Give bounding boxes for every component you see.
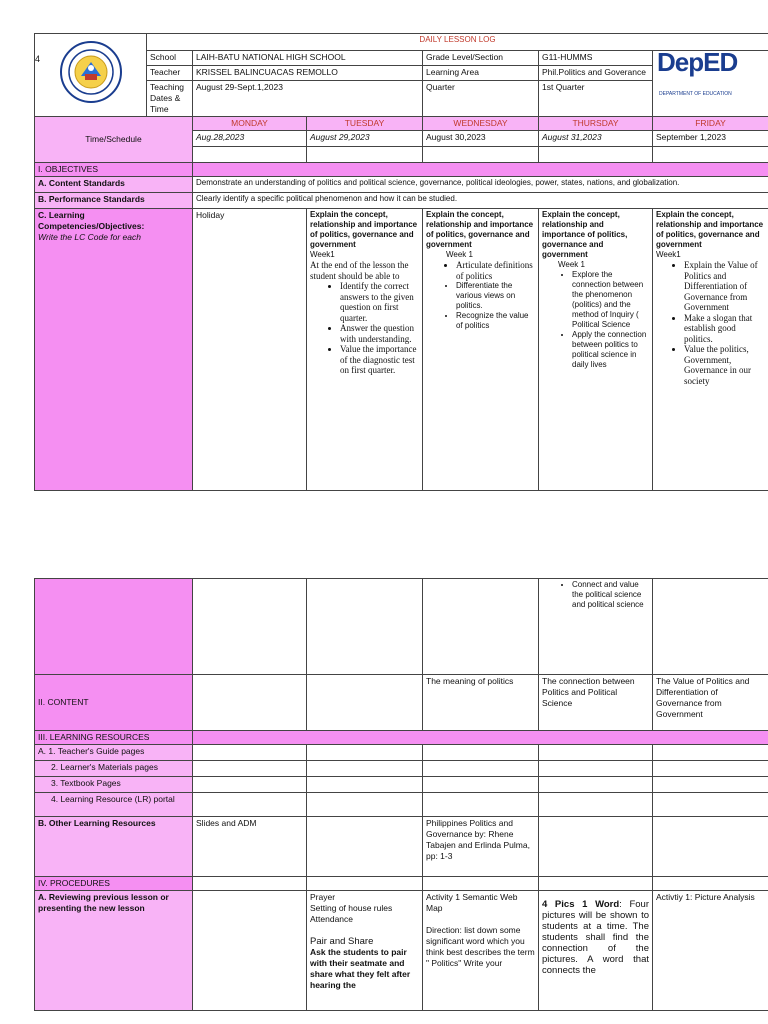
blank-cell <box>539 793 653 817</box>
wed-line: Direction: list down some significant word which you think best describes the term " Politics" Write your <box>426 925 535 968</box>
lc-head: Explain the concept, relationship and importance of politics, governance and government <box>542 210 628 259</box>
blank-cell <box>193 877 307 891</box>
date-friday: September 1,2023 <box>653 131 768 147</box>
deped-subtitle: DEPARTMENT OF EDUCATION <box>659 91 732 97</box>
list-item: • Differentiate the various views on politics. <box>456 281 535 311</box>
procedures-label: IV. PROCEDURES <box>35 877 193 891</box>
lc-head: Explain the concept, relationship and importance of politics, governance and government <box>656 210 764 249</box>
blank-cell <box>193 745 307 761</box>
blank-cell <box>653 579 768 675</box>
tue-line: Setting of house rules <box>310 903 393 913</box>
day-tuesday: TUESDAY <box>307 117 423 131</box>
page-gap <box>0 505 768 578</box>
list-item: • Make a slogan that establish good politics. <box>684 313 765 345</box>
lc-head: Explain the concept, relationship and importance of politics, governance and government <box>310 210 418 249</box>
list-item: • Answer the question with understanding. <box>340 323 419 344</box>
date-monday: Aug.28,2023 <box>193 131 307 147</box>
blank-cell <box>423 761 539 777</box>
tue-line: Attendance <box>310 914 354 924</box>
blank-cell <box>193 761 307 777</box>
blank-cell <box>307 817 423 877</box>
procedure-a-tuesday <box>307 891 423 1011</box>
blank-cell <box>423 745 539 761</box>
blank-cell <box>423 793 539 817</box>
schedule-label: Time/Schedule <box>35 117 193 163</box>
lc-thursday-cont <box>539 579 653 675</box>
week-label: Week 1 <box>446 250 473 259</box>
other-resources-tuesday: Slides and ADM <box>193 817 307 877</box>
blank-cell <box>539 147 653 163</box>
content-standards-label: A. Content Standards <box>35 177 193 193</box>
lc-thursday <box>539 209 653 491</box>
school-value: LAIH-BATU NATIONAL HIGH SCHOOL <box>193 51 423 66</box>
blank-cell <box>539 745 653 761</box>
blank-cell <box>653 877 768 891</box>
day-friday: FRIDAY <box>653 117 768 131</box>
tue-line: Pair and Share <box>310 936 374 947</box>
content-thursday: The connection between Politics and Political Science <box>539 675 653 731</box>
lc-monday: Holiday <box>193 209 307 491</box>
school-label: School <box>147 51 193 66</box>
content-standards-value: Demonstrate an understanding of politics and political science, governance, political ideologies, power, states, nations, and globalization. <box>193 177 768 193</box>
blank-cell <box>653 745 768 761</box>
list-item: • Explore the connection between the phenomenon (politics) and the method of Inquiry ( Political Science <box>572 270 649 330</box>
day-thursday: THURSDAY <box>539 117 653 131</box>
list-item: • Articulate definitions of politics <box>456 260 535 281</box>
blank-cell <box>539 777 653 793</box>
quarter-value: 1st Quarter <box>539 81 653 117</box>
blank-cell <box>423 777 539 793</box>
blank-cell <box>307 579 423 675</box>
date-thursday: August 31,2023 <box>539 131 653 147</box>
deped-logo <box>657 50 738 77</box>
list-item: • Apply the connection between politics to political science in daily lives <box>572 330 649 370</box>
area-label: Learning Area <box>423 66 539 81</box>
content-label: II. CONTENT <box>35 675 193 731</box>
quarter-label: Quarter <box>423 81 539 117</box>
blank-cell <box>653 147 768 163</box>
blank-cell <box>423 147 539 163</box>
day-monday: MONDAY <box>193 117 307 131</box>
teacher-guide-label: A. 1. Teacher's Guide pages <box>35 745 193 761</box>
section-objectives: I. OBJECTIVES <box>35 163 193 177</box>
deped-logo-cell <box>653 51 768 117</box>
dates-value: August 29-Sept.1,2023 <box>193 81 423 117</box>
tue-line: Prayer <box>310 892 336 902</box>
content-wednesday: The meaning of politics <box>423 675 539 731</box>
objectives-fill <box>193 163 768 177</box>
blank-cell <box>539 761 653 777</box>
lc-tuesday <box>307 209 423 491</box>
page-number: 4 <box>35 54 41 64</box>
teacher-label: Teacher <box>147 66 193 81</box>
lc-wednesday <box>423 209 539 491</box>
week-label: Week1 <box>310 250 335 259</box>
date-tuesday: August 29,2023 <box>307 131 423 147</box>
blank-cell <box>423 877 539 891</box>
blank-cell <box>193 675 307 731</box>
blank-cell <box>307 793 423 817</box>
tue-line: Ask the students to pair with their seatmate and share what they felt after hearing the <box>310 947 411 990</box>
blank-cell <box>307 761 423 777</box>
blank-cell <box>423 579 539 675</box>
lc-note: Write the LC Code for each <box>38 232 141 242</box>
textbook-label: 3. Textbook Pages <box>35 777 193 793</box>
tue-intro: At the end of the lesson the student should be able to <box>310 260 409 281</box>
blank-cell <box>539 877 653 891</box>
area-value: Phil.Politics and Goverance <box>539 66 653 81</box>
logo-cell <box>35 34 147 117</box>
blank-cell <box>193 579 307 675</box>
learning-competencies-label <box>35 209 193 491</box>
content-friday: The Value of Politics and Differentiation of Governance from Government <box>653 675 768 731</box>
blank-cell <box>193 777 307 793</box>
day-wednesday: WEDNESDAY <box>423 117 539 131</box>
lc-label: C. Learning Competencies/Objectives: <box>38 210 145 231</box>
thu-bold: 4 Pics 1 Word <box>542 899 620 910</box>
resources-label: III. LEARNING RESOURCES <box>35 731 193 745</box>
performance-standards-value: Clearly identify a specific political phenomenon and how it can be studied. <box>193 193 768 209</box>
blank-cell <box>653 777 768 793</box>
list-item: • Identify the correct answers to the given question on first quarter. <box>340 281 419 323</box>
blank-cell <box>193 793 307 817</box>
cont-label-cell <box>35 579 193 675</box>
procedure-a-label: A. Reviewing previous lesson or presenting the new lesson <box>35 891 193 1011</box>
deped-seal-icon <box>59 40 123 104</box>
deped-logo-text: DepED <box>657 50 738 77</box>
grade-value: G11-HUMMS <box>539 51 653 66</box>
procedure-a-friday: Activtiy 1: Picture Analysis <box>653 891 768 1011</box>
blank-cell <box>653 817 768 877</box>
week-label: Week 1 <box>558 260 585 269</box>
blank-cell <box>307 675 423 731</box>
lc-friday <box>653 209 768 491</box>
blank-cell <box>307 147 423 163</box>
wed-line: Activity 1 Semantic Web Map <box>426 892 518 913</box>
learner-materials-label: 2. Learner's Materials pages <box>35 761 193 777</box>
dates-label: Teaching Dates & Time <box>147 81 193 117</box>
other-resources-label: B. Other Learning Resources <box>35 817 193 877</box>
lesson-log-table-page1 <box>34 33 768 491</box>
list-item: • Recognize the value of politics <box>456 311 535 331</box>
lc-head: Explain the concept, relationship and importance of politics, governance and government <box>426 210 534 249</box>
performance-standards-label: B. Performance Standards <box>35 193 193 209</box>
list-item: • Explain the Value of Politics and Differentiation of Governance from Government <box>684 260 765 313</box>
other-resources-wednesday: Philippines Politics and Governance by: Rhene Tabajen and Erlinda Pulma, pp: 1-3 <box>423 817 539 877</box>
list-item: • Value the politics, Government, Governance in our society <box>684 344 765 386</box>
blank-cell <box>307 877 423 891</box>
lesson-log-table-page2 <box>34 578 768 1011</box>
lr-portal-label: 4. Learning Resource (LR) portal <box>35 793 193 817</box>
week-label: Week1 <box>656 250 681 259</box>
blank-cell <box>653 793 768 817</box>
blank-cell <box>193 147 307 163</box>
date-wednesday: August 30,2023 <box>423 131 539 147</box>
list-item: • Value the importance of the diagnostic test on first quarter. <box>340 344 419 376</box>
procedure-a-thursday <box>539 891 653 1011</box>
blank-cell <box>539 817 653 877</box>
resources-fill <box>193 731 768 745</box>
teacher-value: KRISSEL BALINCUACAS REMOLLO <box>193 66 423 81</box>
log-title: DAILY LESSON LOG <box>147 34 768 51</box>
blank-cell <box>193 891 307 1011</box>
blank-cell <box>307 745 423 761</box>
thu-text: : Four pictures will be shown to students at a time. The students shall find the connection of the pictures. A word that connects the <box>542 899 649 976</box>
list-item: • Connect and value the political science and political science <box>572 580 649 610</box>
blank-cell <box>653 761 768 777</box>
blank-cell <box>307 777 423 793</box>
procedure-a-wednesday <box>423 891 539 1011</box>
grade-label: Grade Level/Section <box>423 51 539 66</box>
